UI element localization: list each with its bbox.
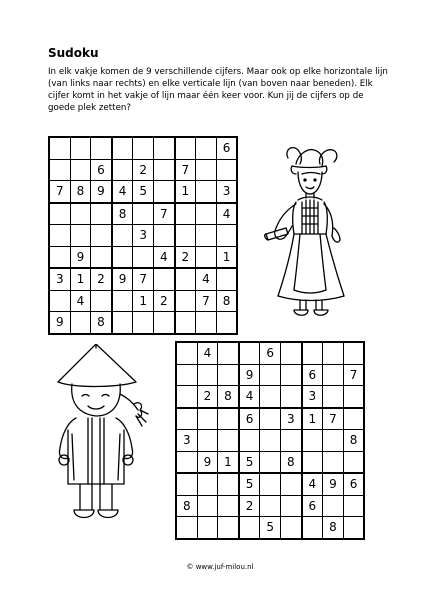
sudoku-cell: 3 [302,386,323,408]
sudoku-cell: 2 [175,246,196,268]
sudoku-cell: 4 [197,342,218,364]
sudoku-cell [197,495,218,517]
sudoku-cell [175,203,196,225]
sudoku-cell: 4 [216,203,237,225]
sudoku-cell [323,386,344,408]
sudoku-cell [49,159,70,181]
sudoku-cell [260,408,281,430]
sudoku-cell [302,342,323,364]
sudoku-cell [175,225,196,247]
sudoku-row [49,246,237,268]
sudoku-cell [323,451,344,473]
sudoku-cell [197,430,218,452]
sudoku-cell [197,473,218,495]
sudoku-grid-1 [48,136,238,335]
sudoku-cell: 5 [260,517,281,539]
sudoku-cell [196,312,217,334]
sudoku-cell [260,451,281,473]
sudoku-cell [302,451,323,473]
sudoku-cell [239,517,260,539]
sudoku-cell [280,386,301,408]
sudoku-cell: 7 [133,268,154,290]
sudoku-cell [260,364,281,386]
sudoku-cell [153,181,174,203]
sudoku-cell: 1 [133,290,154,312]
sudoku-cell: 2 [197,386,218,408]
sudoku-cell [216,159,237,181]
sudoku-cell: 7 [323,408,344,430]
sudoku-cell [260,495,281,517]
sudoku-cell [133,137,154,159]
page-title: Sudoku [48,46,99,60]
sudoku-row [49,137,237,159]
sudoku-cell [175,268,196,290]
sudoku-cell [323,495,344,517]
sudoku-cell: 5 [239,451,260,473]
sudoku-cell: 6 [239,408,260,430]
sudoku-cell [218,408,239,430]
sudoku-row [49,159,237,181]
sudoku-cell [175,290,196,312]
sudoku-row [176,364,364,386]
sudoku-cell [112,246,133,268]
sudoku-cell [176,364,197,386]
sudoku-cell [112,312,133,334]
sudoku-cell [323,430,344,452]
sudoku-cell: 7 [343,364,364,386]
sudoku-cell: 4 [153,246,174,268]
sudoku-row [176,386,364,408]
sudoku-cell: 9 [70,246,91,268]
sudoku-cell [112,159,133,181]
sudoku-cell [153,312,174,334]
sudoku-cell [343,342,364,364]
sudoku-cell: 7 [49,181,70,203]
sudoku-cell: 3 [133,225,154,247]
sudoku-cell [218,495,239,517]
sudoku-cell: 8 [216,290,237,312]
sudoku-cell: 7 [153,203,174,225]
sudoku-cell [133,312,154,334]
sudoku-cell [280,364,301,386]
sudoku-cell [49,246,70,268]
sudoku-cell: 9 [49,312,70,334]
sudoku-cell [133,203,154,225]
sudoku-cell [260,430,281,452]
sudoku-cell: 9 [91,181,112,203]
sudoku-cell: 2 [239,495,260,517]
sudoku-cell: 4 [70,290,91,312]
sudoku-cell [196,181,217,203]
sudoku-cell [112,290,133,312]
sudoku-cell [153,159,174,181]
sudoku-cell [216,312,237,334]
sudoku-cell [70,159,91,181]
sudoku-cell [343,517,364,539]
sudoku-cell: 5 [239,473,260,495]
sudoku-cell [260,386,281,408]
sudoku-cell [239,430,260,452]
sudoku-cell: 8 [323,517,344,539]
sudoku-cell: 8 [91,312,112,334]
sudoku-cell: 3 [216,181,237,203]
sudoku-row [176,495,364,517]
sudoku-cell: 4 [112,181,133,203]
copyright-footer: © www.juf-milou.nl [186,563,254,571]
sudoku-cell [91,203,112,225]
sudoku-cell: 8 [70,181,91,203]
sudoku-cell: 3 [280,408,301,430]
sudoku-cell: 1 [216,246,237,268]
sudoku-cell [343,451,364,473]
sudoku-cell [49,290,70,312]
sudoku-cell: 7 [175,159,196,181]
sudoku-cell: 8 [280,451,301,473]
sudoku-cell [343,386,364,408]
sudoku-cell [91,290,112,312]
sudoku-cell [197,364,218,386]
sudoku-cell [197,408,218,430]
sudoku-cell: 2 [133,159,154,181]
sudoku-cell: 9 [323,473,344,495]
sudoku-cell: 9 [197,451,218,473]
sudoku-cell: 2 [91,268,112,290]
sudoku-cell [218,364,239,386]
sudoku-cell: 8 [112,203,133,225]
sudoku-cell [196,137,217,159]
sudoku-cell: 8 [343,430,364,452]
sudoku-cell [153,137,174,159]
sudoku-cell: 1 [175,181,196,203]
sudoku-cell [196,246,217,268]
sudoku-cell [323,364,344,386]
sudoku-row [49,268,237,290]
sudoku-cell [260,473,281,495]
sudoku-cell [196,225,217,247]
sudoku-row [49,203,237,225]
sudoku-cell [343,408,364,430]
sudoku-row [176,473,364,495]
sudoku-cell [153,225,174,247]
sudoku-cell: 4 [239,386,260,408]
sudoku-cell [49,137,70,159]
sudoku-cell [70,312,91,334]
sudoku-cell [49,225,70,247]
sudoku-cell: 7 [196,290,217,312]
sudoku-cell: 4 [302,473,323,495]
sudoku-cell: 1 [70,268,91,290]
sudoku-cell [218,517,239,539]
sudoku-row [176,408,364,430]
sudoku-cell: 6 [91,159,112,181]
sudoku-cell: 6 [260,342,281,364]
sudoku-cell [196,159,217,181]
sudoku-cell [176,473,197,495]
sudoku-cell [239,342,260,364]
sudoku-cell [280,342,301,364]
sudoku-cell [176,386,197,408]
sudoku-cell [91,246,112,268]
sudoku-cell: 6 [302,364,323,386]
sudoku-row [49,225,237,247]
sudoku-cell [280,495,301,517]
sudoku-cell: 8 [176,495,197,517]
sudoku-cell: 3 [176,430,197,452]
sudoku-cell [70,225,91,247]
sudoku-cell [70,203,91,225]
sudoku-cell [280,517,301,539]
sudoku-cell [302,517,323,539]
sudoku-cell [196,203,217,225]
sudoku-cell: 6 [302,495,323,517]
sudoku-cell [218,473,239,495]
sudoku-cell: 9 [239,364,260,386]
sudoku-cell [216,225,237,247]
sudoku-cell: 8 [218,386,239,408]
sudoku-cell [112,225,133,247]
sudoku-cell [91,137,112,159]
sudoku-cell: 3 [49,268,70,290]
sudoku-cell [216,268,237,290]
sudoku-cell [176,408,197,430]
sudoku-cell [176,342,197,364]
sudoku-cell [70,137,91,159]
sudoku-cell [175,312,196,334]
sudoku-row [49,290,237,312]
sudoku-row [176,342,364,364]
sudoku-cell [153,268,174,290]
instructions-text: In elk vakje komen de 9 verschillende cijfers. Maar ook op elke horizontale lijn (van links naar rechts) en elke verticale lijn (van boven naar beneden). Elk cijfer komt in het vakje of lijn maar één keer voor. Kun jij de cijfers op de goede plek zetten? [48,67,388,113]
sudoku-cell [280,430,301,452]
sudoku-cell [323,342,344,364]
sudoku-cell [133,246,154,268]
sudoku-cell [49,203,70,225]
sudoku-cell [280,473,301,495]
sudoku-cell: 1 [218,451,239,473]
sudoku-cell: 1 [302,408,323,430]
sudoku-cell: 4 [196,268,217,290]
sudoku-cell [176,451,197,473]
sudoku-cell: 5 [133,181,154,203]
sudoku-row [49,312,237,334]
sudoku-grid-2 [175,341,365,540]
sudoku-row [176,430,364,452]
sudoku-row [176,517,364,539]
sudoku-row [49,181,237,203]
sudoku-cell [302,430,323,452]
sudoku-cell [197,517,218,539]
sudoku-row [176,451,364,473]
sudoku-cell: 9 [112,268,133,290]
sudoku-cell [218,430,239,452]
sudoku-cell [112,137,133,159]
chinese-boy-illustration [44,344,164,534]
sudoku-cell [175,137,196,159]
sudoku-cell: 6 [343,473,364,495]
sudoku-cell [218,342,239,364]
sudoku-cell: 6 [216,137,237,159]
dutch-girl-illustration [262,138,374,328]
sudoku-cell [343,495,364,517]
sudoku-cell [176,517,197,539]
sudoku-cell: 2 [153,290,174,312]
sudoku-cell [91,225,112,247]
